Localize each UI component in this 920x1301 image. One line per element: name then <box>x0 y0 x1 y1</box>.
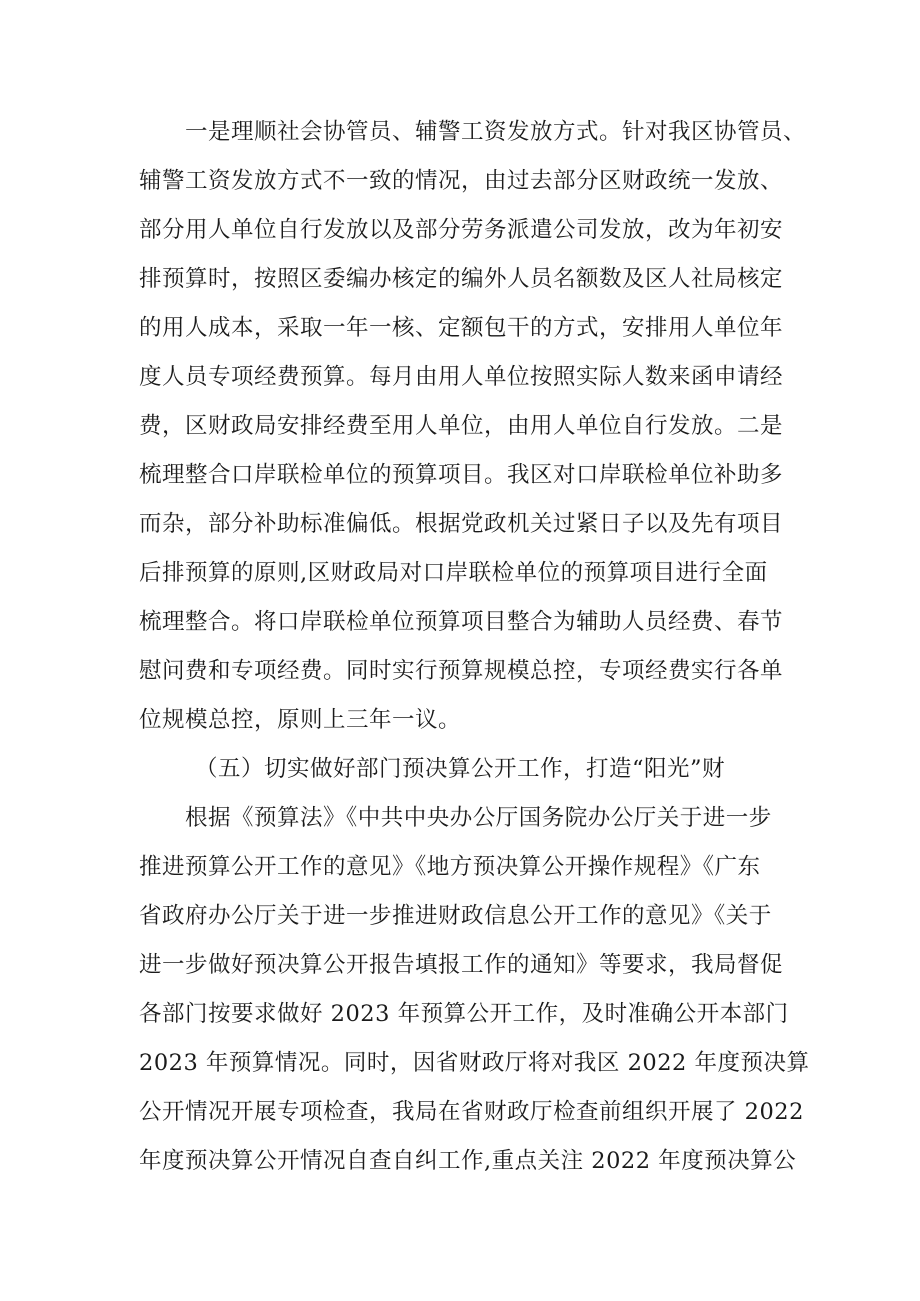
paragraph-line: 排预算时，按照区委编办核定的编外人员名额数及区人社局核定 <box>139 266 784 292</box>
paragraph-line: 辅警工资发放方式不一致的情况，由过去部分区财政统一发放、 <box>139 168 784 194</box>
paragraph-line: 部分用人单位自行发放以及部分劳务派遣公司发放，改为年初安 <box>139 217 784 243</box>
paragraph-line: 而杂，部分补助标准偏低。根据党政机关过紧日子以及先有项目 <box>139 511 784 537</box>
paragraph-line: 推进预算公开工作的意见》《地方预决算公开操作规程》《广东 <box>139 854 761 880</box>
paragraph-line: 根据《预算法》《中共中央办公厅国务院办公厅关于进一步 <box>185 805 772 831</box>
paragraph-line: 后排预算的原则,区财政局对口岸联检单位的预算项目进行全面 <box>139 560 768 586</box>
paragraph-line: 各部门按要求做好 2023 年预算公开工作，及时准确公开本部门 <box>139 1001 789 1027</box>
paragraph-line: 2023 年预算情况。同时，因省财政厅将对我区 2022 年度预决算 <box>139 1050 810 1076</box>
paragraph-line: 费，区财政局安排经费至用人单位，由用人单位自行发放。二是 <box>139 413 784 439</box>
paragraph-line: 位规模总控，原则上三年一议。 <box>139 707 462 733</box>
paragraph-line: 梳理整合。将口岸联检单位预算项目整合为辅助人员经费、春节 <box>139 609 784 635</box>
paragraph-line: 公开情况开展专项检查，我局在省财政厅检查前组织开展了 2022 <box>139 1099 804 1125</box>
paragraph-line: 的用人成本，采取一年一核、定额包干的方式，安排用人单位年 <box>139 315 784 341</box>
paragraph-line: 一是理顺社会协管员、辅警工资发放方式。针对我区协管员、 <box>185 119 807 145</box>
paragraph-line: 进一步做好预决算公开报告填报工作的通知》等要求，我局督促 <box>139 952 784 978</box>
paragraph-line: 梳理整合口岸联检单位的预算项目。我区对口岸联检单位补助多 <box>139 462 784 488</box>
paragraph-line: 慰问费和专项经费。同时实行预算规模总控，专项经费实行各单 <box>139 658 784 684</box>
paragraph-line: 度人员专项经费预算。每月由用人单位按照实际人数来函申请经 <box>139 364 784 390</box>
paragraph-line: 年度预决算公开情况自查自纠工作,重点关注 2022 年度预决算公 <box>139 1148 797 1174</box>
section-heading: （五）切实做好部门预决算公开工作，打造“阳光”财 <box>195 756 726 782</box>
paragraph-line: 省政府办公厅关于进一步推进财政信息公开工作的意见》《关于 <box>139 903 772 929</box>
